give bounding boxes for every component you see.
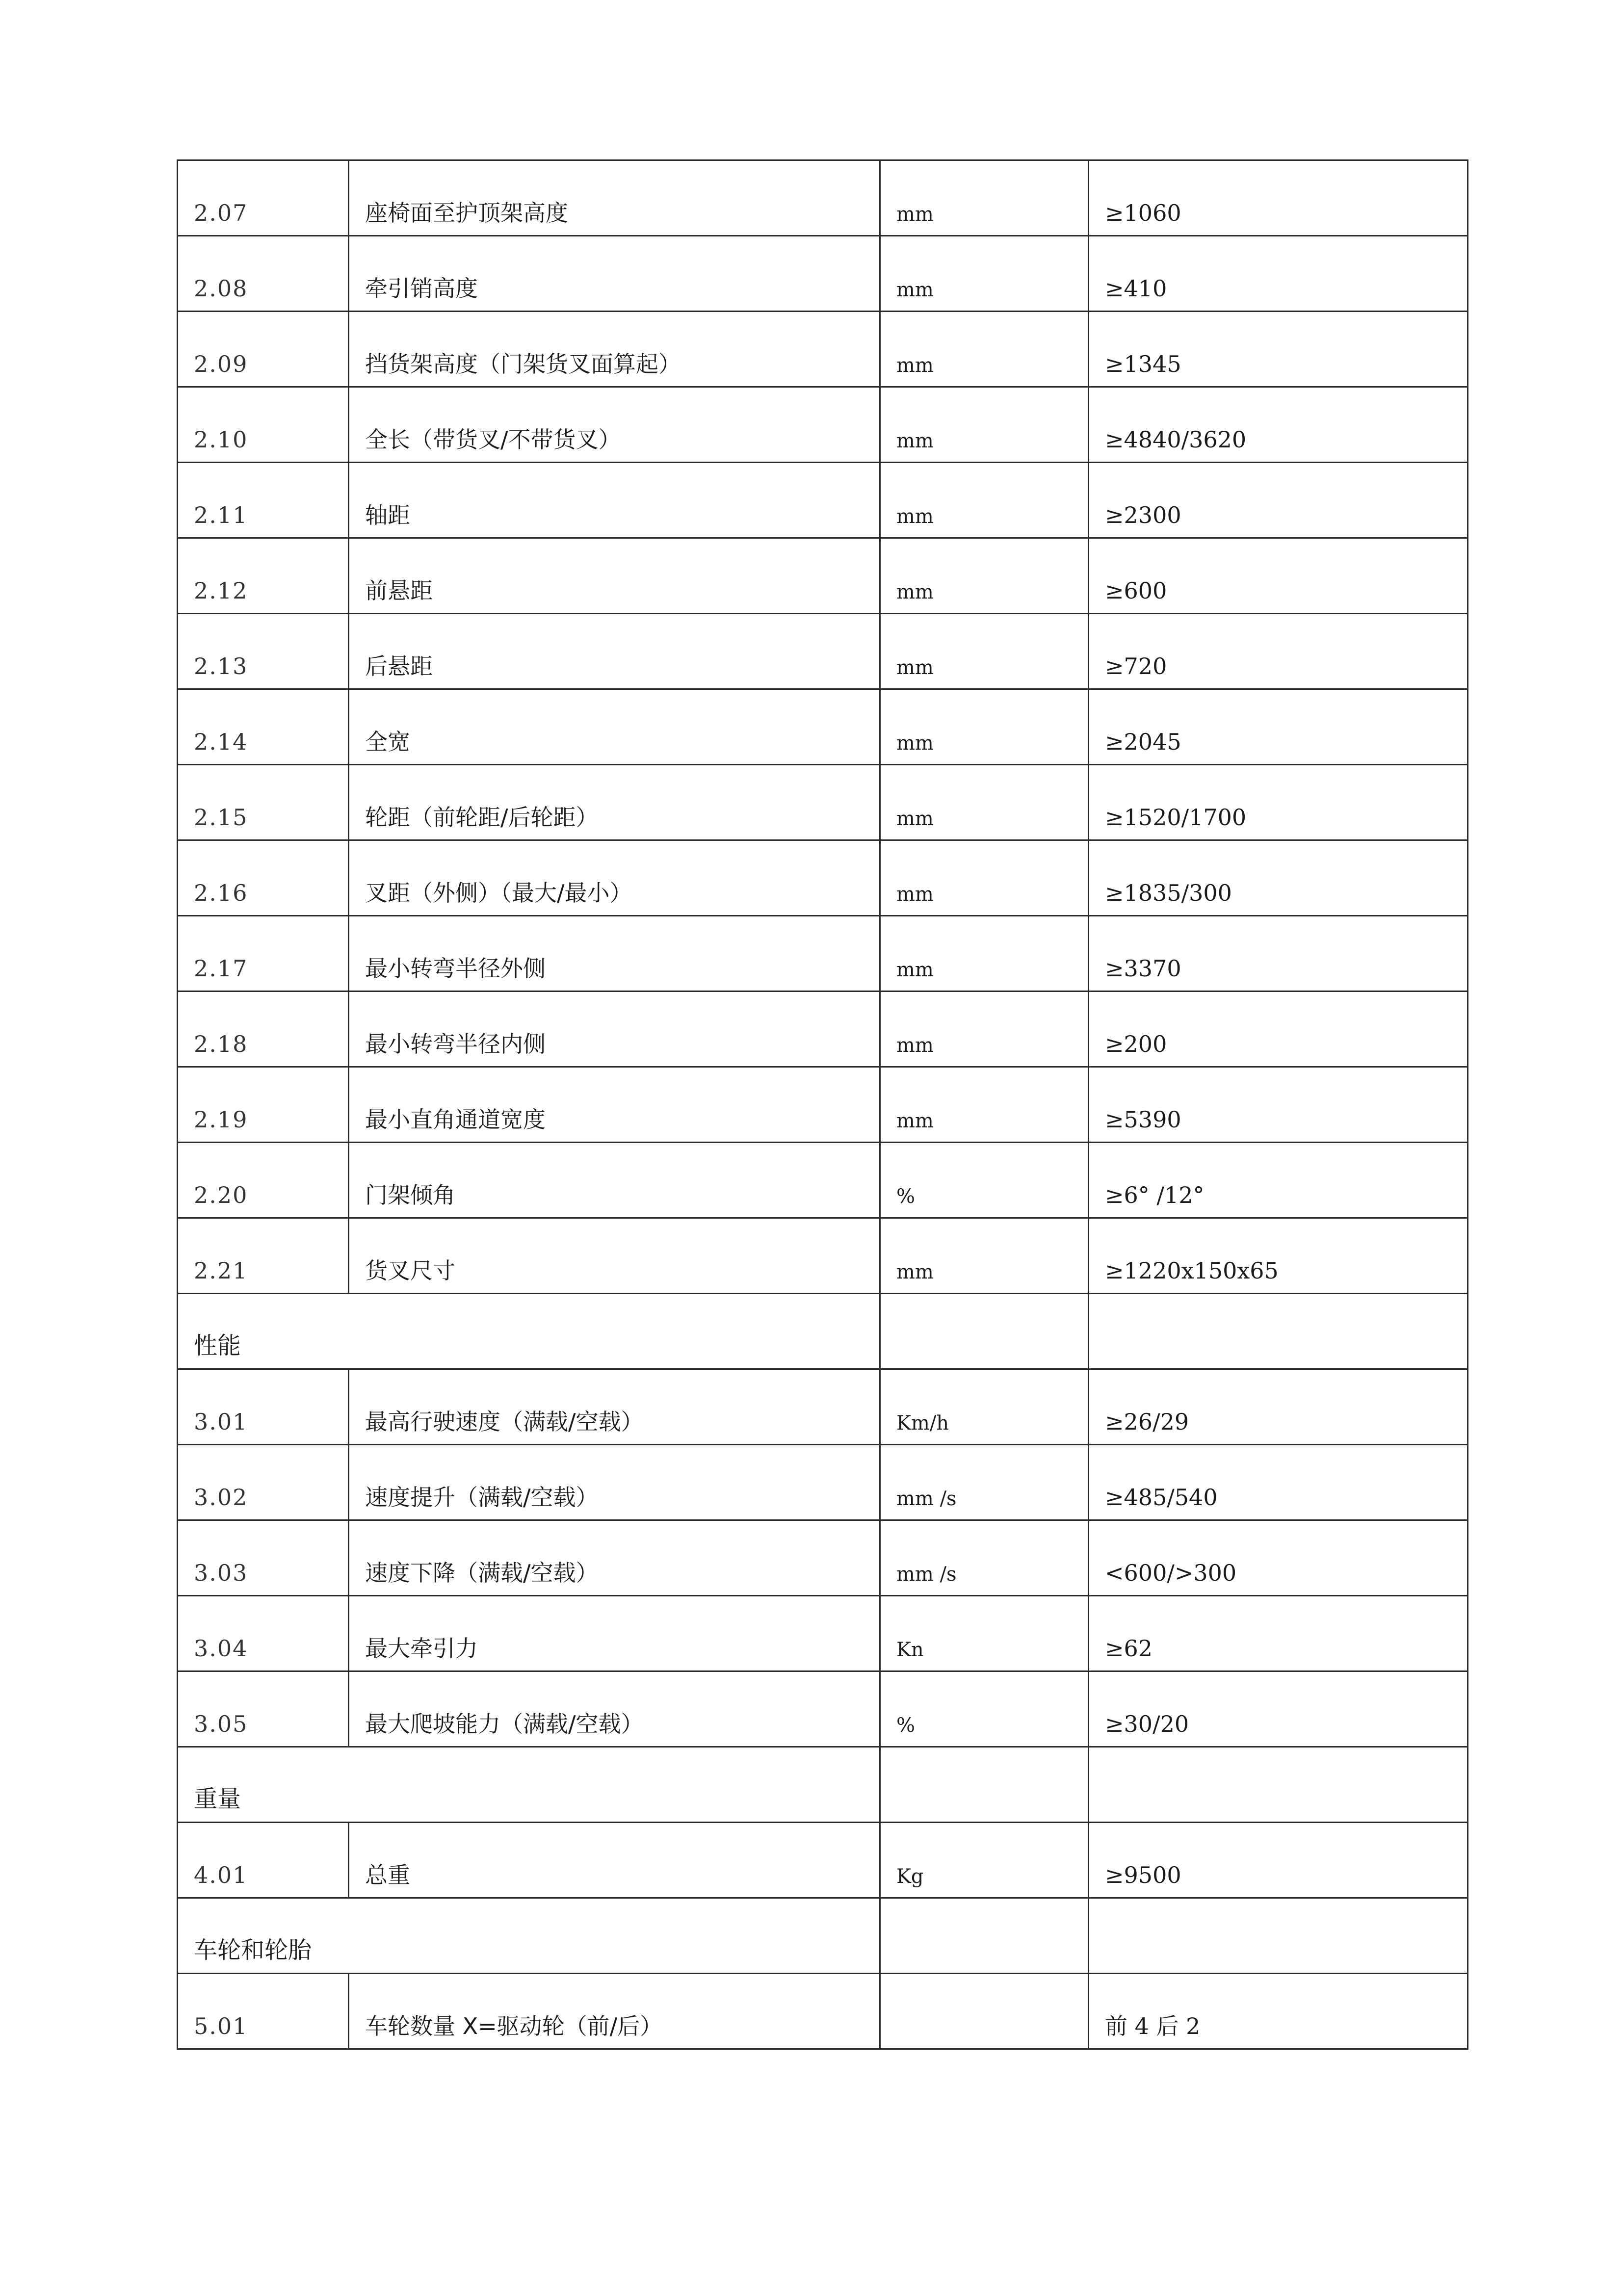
item-unit: mm — [880, 387, 1089, 463]
item-name: 车轮数量 X=驱动轮（前/后） — [349, 1974, 880, 2049]
item-code: 3.02 — [178, 1445, 349, 1520]
item-unit: mm /s — [880, 1520, 1089, 1596]
item-code: 2.12 — [178, 538, 349, 614]
spec-table — [177, 159, 1468, 2050]
spec-row — [178, 1823, 1468, 1898]
spec-row — [178, 312, 1468, 387]
item-unit: Kn — [880, 1596, 1089, 1671]
spec-row — [178, 1520, 1468, 1596]
item-code: 5.01 — [178, 1974, 349, 2049]
spec-row — [178, 160, 1468, 236]
item-unit: mm — [880, 1067, 1089, 1143]
item-unit: mm — [880, 916, 1089, 991]
spec-row — [178, 991, 1468, 1067]
item-code: 2.20 — [178, 1143, 349, 1218]
item-code: 2.08 — [178, 236, 349, 312]
spec-row — [178, 1067, 1468, 1143]
section-unit-cell — [880, 1898, 1089, 1974]
spec-row — [178, 765, 1468, 840]
section-title: 车轮和轮胎 — [178, 1898, 880, 1974]
spec-row — [178, 463, 1468, 538]
item-name: 最高行驶速度（满载/空载） — [349, 1369, 880, 1445]
item-code: 2.11 — [178, 463, 349, 538]
item-value: ≥9500 — [1089, 1823, 1468, 1898]
item-name: 叉距（外侧）（最大/最小） — [349, 840, 880, 916]
item-name: 全长（带货叉/不带货叉） — [349, 387, 880, 463]
item-value: ≥26/29 — [1089, 1369, 1468, 1445]
item-code: 2.10 — [178, 387, 349, 463]
section-title: 重量 — [178, 1747, 880, 1823]
item-name: 货叉尺寸 — [349, 1218, 880, 1294]
item-code: 3.03 — [178, 1520, 349, 1596]
section-row — [178, 1747, 1468, 1823]
item-unit: mm — [880, 538, 1089, 614]
item-name: 轮距（前轮距/后轮距） — [349, 765, 880, 840]
section-value-cell — [1089, 1898, 1468, 1974]
spec-row — [178, 1218, 1468, 1294]
spec-row — [178, 236, 1468, 312]
item-code: 2.17 — [178, 916, 349, 991]
item-value: ≥30/20 — [1089, 1671, 1468, 1747]
item-unit: Km/h — [880, 1369, 1089, 1445]
item-value: ≥5390 — [1089, 1067, 1468, 1143]
item-value: ≥600 — [1089, 538, 1468, 614]
item-value: ≥1345 — [1089, 312, 1468, 387]
spec-row — [178, 1671, 1468, 1747]
item-unit: Kg — [880, 1823, 1089, 1898]
item-unit: mm — [880, 840, 1089, 916]
spec-row — [178, 387, 1468, 463]
item-unit — [880, 1974, 1089, 2049]
section-value-cell — [1089, 1747, 1468, 1823]
item-value: ≥485/540 — [1089, 1445, 1468, 1520]
item-unit: mm — [880, 463, 1089, 538]
item-value: ≥4840/3620 — [1089, 387, 1468, 463]
section-unit-cell — [880, 1294, 1089, 1369]
item-value: ≥200 — [1089, 991, 1468, 1067]
spec-row — [178, 1445, 1468, 1520]
item-name: 速度下降（满载/空载） — [349, 1520, 880, 1596]
item-name: 速度提升（满载/空载） — [349, 1445, 880, 1520]
spec-row — [178, 1596, 1468, 1671]
section-row — [178, 1898, 1468, 1974]
item-code: 2.07 — [178, 160, 349, 236]
item-unit: mm — [880, 160, 1089, 236]
item-value: ≥1220x150x65 — [1089, 1218, 1468, 1294]
item-unit: mm /s — [880, 1445, 1089, 1520]
item-name: 全宽 — [349, 689, 880, 765]
item-unit: mm — [880, 991, 1089, 1067]
item-code: 2.21 — [178, 1218, 349, 1294]
spec-row — [178, 614, 1468, 689]
item-value: <600/>300 — [1089, 1520, 1468, 1596]
item-code: 2.14 — [178, 689, 349, 765]
item-value: ≥1520/1700 — [1089, 765, 1468, 840]
item-value: ≥6° /12° — [1089, 1143, 1468, 1218]
item-name: 前悬距 — [349, 538, 880, 614]
item-value: ≥62 — [1089, 1596, 1468, 1671]
spec-row — [178, 1369, 1468, 1445]
spec-row — [178, 916, 1468, 991]
item-value: ≥2300 — [1089, 463, 1468, 538]
item-name: 后悬距 — [349, 614, 880, 689]
item-unit: mm — [880, 236, 1089, 312]
item-unit: % — [880, 1671, 1089, 1747]
item-name: 最小直角通道宽度 — [349, 1067, 880, 1143]
section-unit-cell — [880, 1747, 1089, 1823]
item-unit: mm — [880, 765, 1089, 840]
item-name: 总重 — [349, 1823, 880, 1898]
spec-row — [178, 1974, 1468, 2049]
item-name: 最大爬坡能力（满载/空载） — [349, 1671, 880, 1747]
spec-row — [178, 538, 1468, 614]
item-unit: mm — [880, 614, 1089, 689]
item-code: 2.15 — [178, 765, 349, 840]
spec-row — [178, 1143, 1468, 1218]
item-code: 2.19 — [178, 1067, 349, 1143]
item-unit: mm — [880, 312, 1089, 387]
item-code: 3.04 — [178, 1596, 349, 1671]
item-name: 牵引销高度 — [349, 236, 880, 312]
item-name: 挡货架高度（门架货叉面算起） — [349, 312, 880, 387]
item-unit: mm — [880, 689, 1089, 765]
item-value: ≥2045 — [1089, 689, 1468, 765]
item-code: 3.01 — [178, 1369, 349, 1445]
item-value: ≥3370 — [1089, 916, 1468, 991]
item-name: 最大牵引力 — [349, 1596, 880, 1671]
item-name: 门架倾角 — [349, 1143, 880, 1218]
item-code: 2.18 — [178, 991, 349, 1067]
item-value: ≥1060 — [1089, 160, 1468, 236]
item-name: 最小转弯半径内侧 — [349, 991, 880, 1067]
item-unit: % — [880, 1143, 1089, 1218]
item-name: 轴距 — [349, 463, 880, 538]
item-value: ≥410 — [1089, 236, 1468, 312]
item-code: 2.09 — [178, 312, 349, 387]
item-code: 3.05 — [178, 1671, 349, 1747]
section-value-cell — [1089, 1294, 1468, 1369]
item-code: 2.13 — [178, 614, 349, 689]
item-code: 4.01 — [178, 1823, 349, 1898]
item-value: ≥720 — [1089, 614, 1468, 689]
spec-table-body — [178, 160, 1468, 2049]
item-unit: mm — [880, 1218, 1089, 1294]
spec-row — [178, 840, 1468, 916]
item-value: 前 4 后 2 — [1089, 1974, 1468, 2049]
item-name: 最小转弯半径外侧 — [349, 916, 880, 991]
item-code: 2.16 — [178, 840, 349, 916]
spec-row — [178, 689, 1468, 765]
item-name: 座椅面至护顶架高度 — [349, 160, 880, 236]
section-title: 性能 — [178, 1294, 880, 1369]
item-value: ≥1835/300 — [1089, 840, 1468, 916]
section-row — [178, 1294, 1468, 1369]
